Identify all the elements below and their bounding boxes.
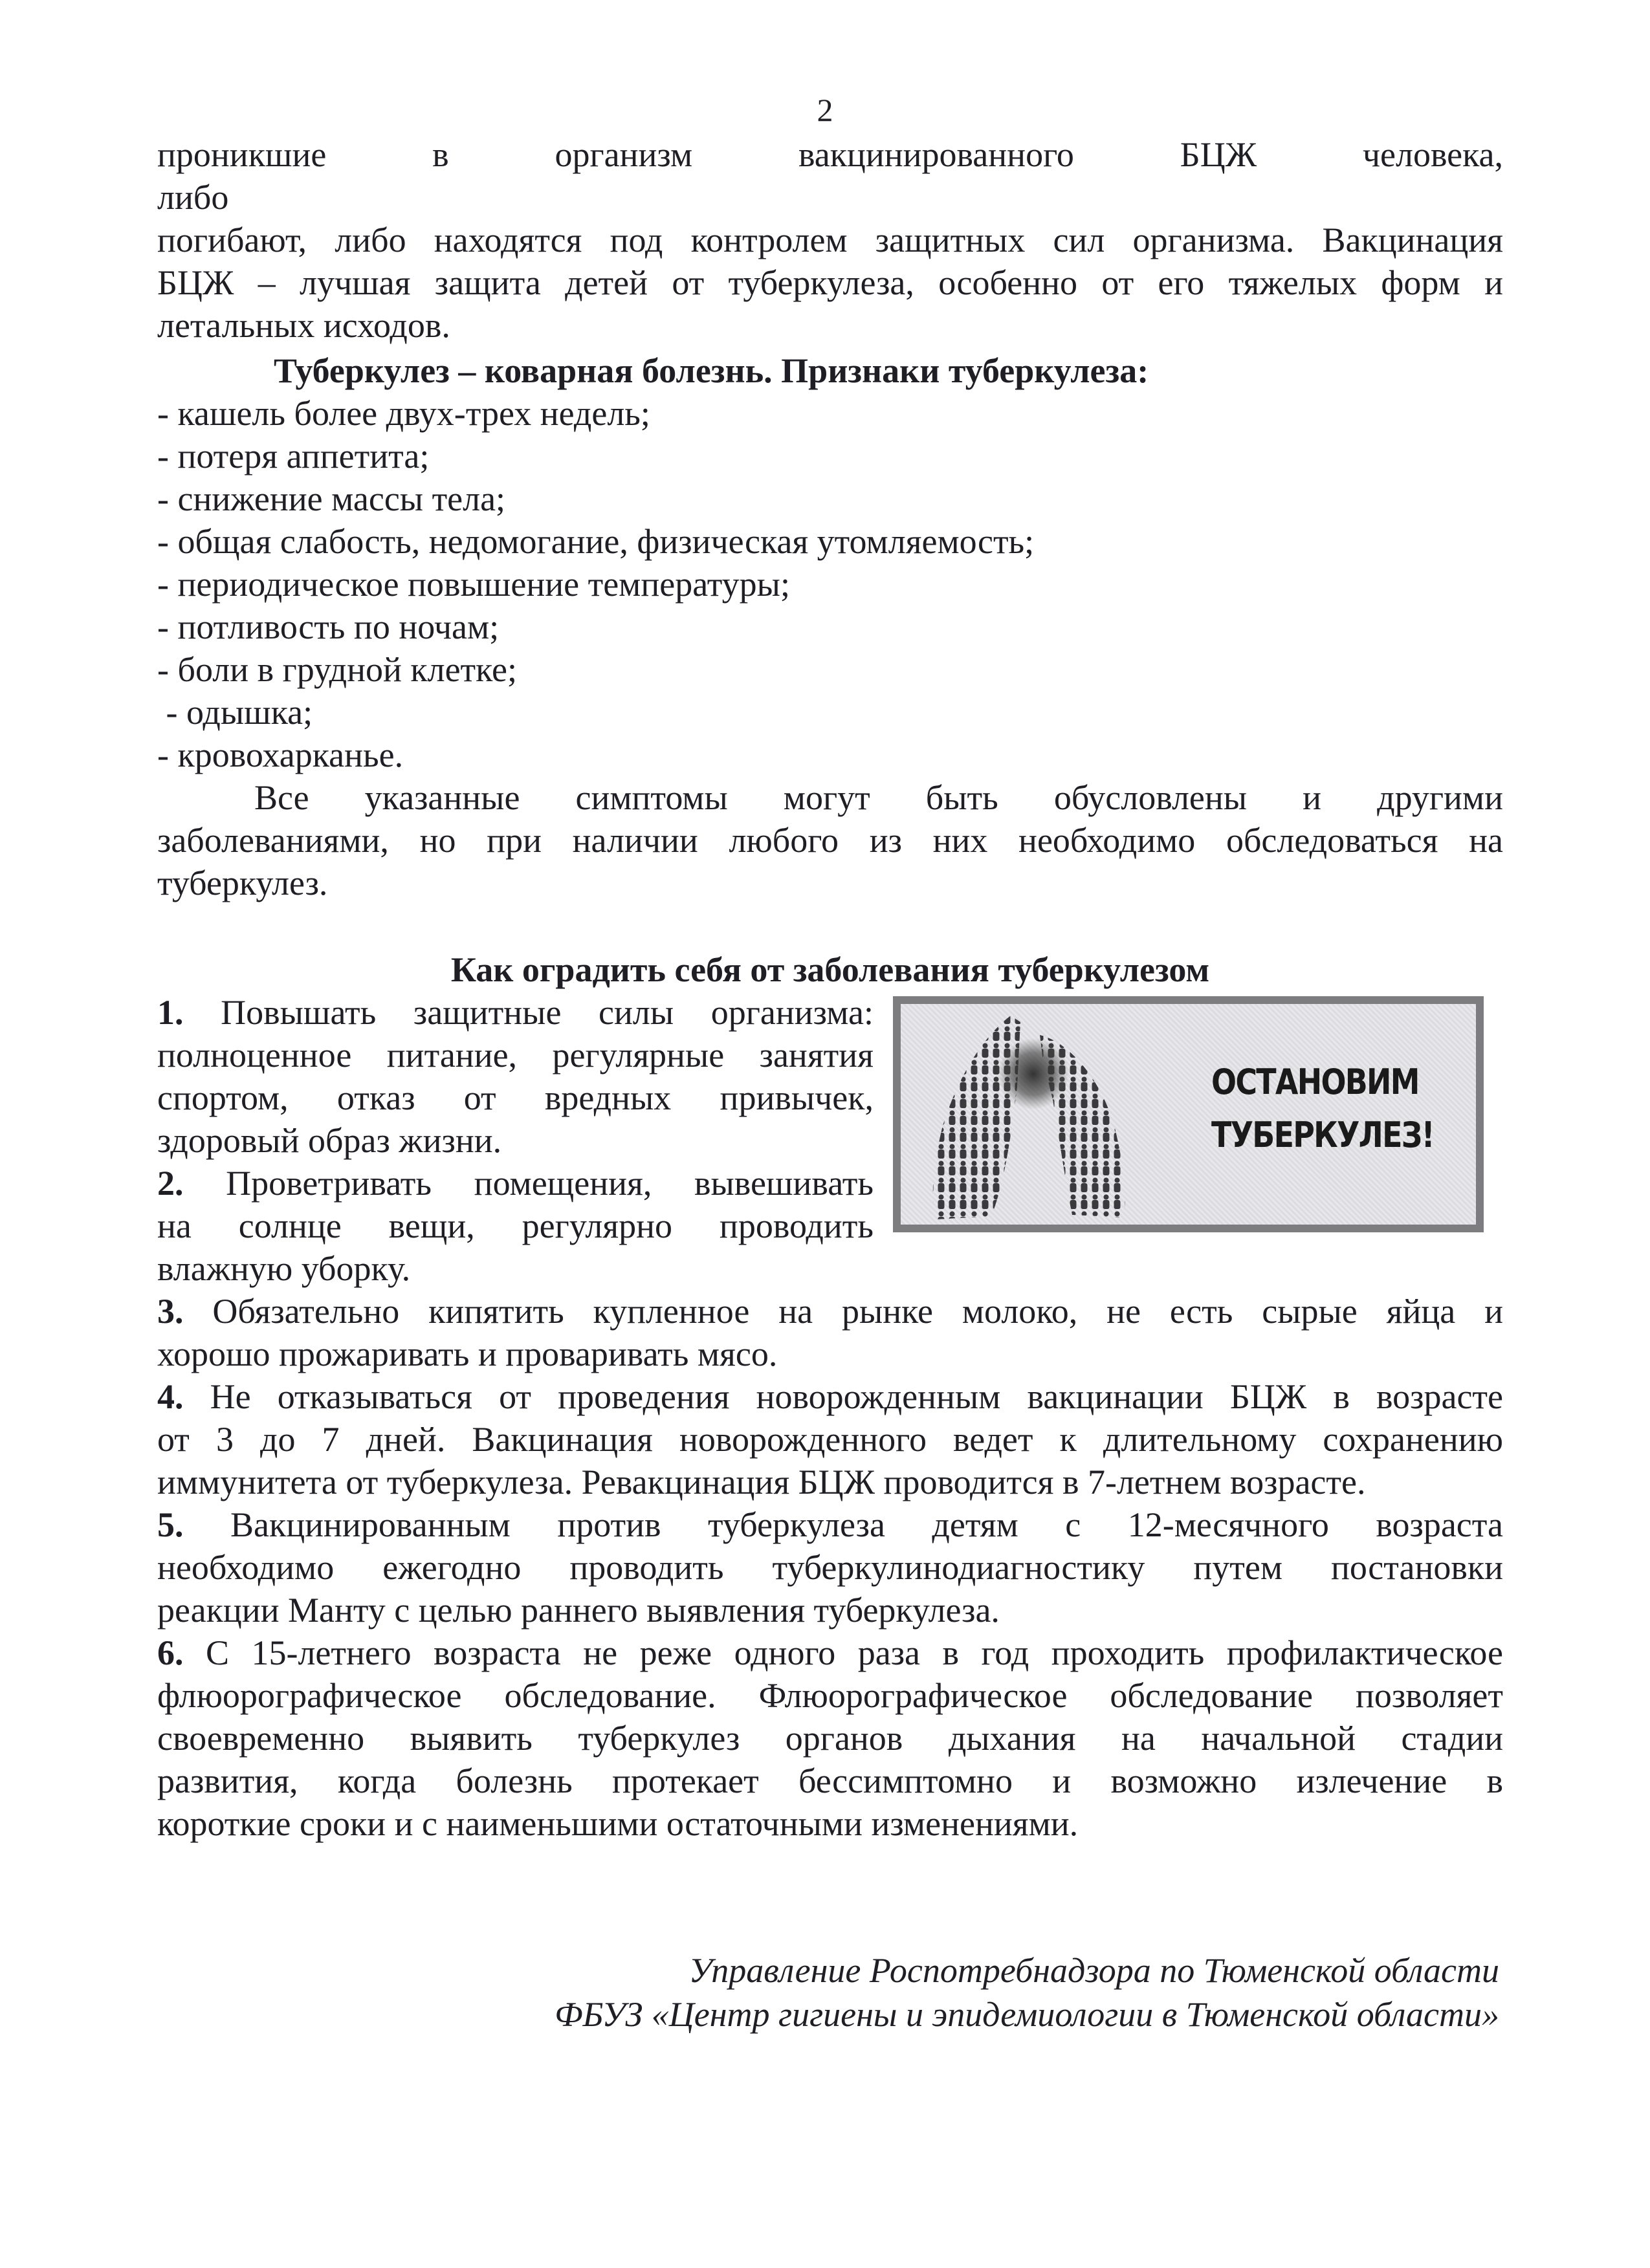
symptom-item: - боли в грудной клетке; — [157, 650, 518, 689]
item-text: на солнце вещи, регулярно проводить — [157, 1206, 874, 1245]
signature-block — [453, 1948, 1499, 2036]
item-number: 6. — [157, 1633, 184, 1672]
prevention-item-5 — [157, 1503, 1503, 1631]
signature-line: ФБУЗ «Центр гигиены и эпидемиологии в Тюменской области» — [555, 1995, 1499, 2034]
item-text: здоровый образ жизни. — [157, 1121, 502, 1160]
item-text: Обязательно кипятить купленное на рынке молоко, не есть сырые яйца и — [212, 1292, 1503, 1331]
signature-line: Управление Роспотребнадзора по Тюменской области — [688, 1951, 1499, 1990]
symptom-item: - кровохарканье. — [157, 736, 404, 774]
item-number: 5. — [157, 1505, 184, 1544]
document-body — [157, 133, 1503, 1845]
symptom-item: - кашель более двух-трех недель; — [157, 394, 650, 433]
prevention-item-2 — [157, 1162, 874, 1290]
item-text: своевременно выявить туберкулез органов дыхания на начальной стадии — [157, 1719, 1503, 1758]
item-text: от 3 до 7 дней. Вакцинация новорожденного ведет к длительному сохранению — [157, 1420, 1503, 1459]
item-text: влажную уборку. — [157, 1249, 411, 1288]
symptoms-note — [157, 776, 1503, 904]
item-text: развития, когда болезнь протекает бессимптомно и возможно излечение в — [157, 1761, 1503, 1800]
note-line: заболеваниями, но при наличии любого из них необходимо обследоваться на — [157, 821, 1503, 860]
item-number: 1. — [157, 993, 184, 1032]
poster-line: ОСТАНОВИМ — [1211, 1062, 1419, 1102]
intro-paragraph — [157, 133, 1503, 347]
prevention-item-1 — [157, 991, 874, 1162]
item-text: необходимо ежегодно проводить туберкулинодиагностику путем постановки — [157, 1548, 1503, 1587]
item-text: Вакцинированным против туберкулеза детям с 12-месячного возраста — [230, 1505, 1504, 1544]
item-text: Проветривать помещения, вывешивать — [226, 1164, 874, 1203]
prevention-item-3 — [157, 1290, 1503, 1375]
symptom-item: - одышка; — [157, 693, 313, 732]
page-number: 2 — [817, 92, 833, 128]
item-text: иммунитета от туберкулеза. Ревакцинация БЦЖ проводится в 7-летнем возрасте. — [157, 1463, 1366, 1501]
poster-slogan — [1211, 1056, 1434, 1162]
item-text: Не отказываться от проведения новорожденным вакцинации БЦЖ в возрасте — [210, 1377, 1503, 1416]
note-line: Все указанные симптомы могут быть обусловлены и другими — [254, 778, 1503, 817]
item-number: 3. — [157, 1292, 184, 1331]
prevention-heading: Как оградить себя от заболевания туберкулезом — [450, 950, 1210, 989]
symptoms-list — [157, 392, 1503, 776]
stop-tb-poster — [893, 996, 1484, 1232]
item-text: хорошо прожаривать и проваривать мясо. — [157, 1335, 778, 1373]
prevention-item-4 — [157, 1375, 1503, 1503]
prevention-list — [157, 991, 1503, 1845]
item-text: спортом, отказ от вредных привычек, — [157, 1078, 874, 1117]
item-text: реакции Манту с целью раннего выявления туберкулеза. — [157, 1591, 1000, 1630]
item-number: 2. — [157, 1164, 184, 1203]
symptom-item: - периодическое повышение температуры; — [157, 565, 790, 604]
symptom-item: - снижение массы тела; — [157, 479, 506, 518]
item-text: флюорографическое обследование. Флюорографическое обследование позволяет — [157, 1676, 1503, 1715]
lungs-of-people-icon — [914, 1009, 1192, 1223]
intro-line: погибают, либо находятся под контролем защитных сил организма. Вакцинация — [157, 221, 1503, 259]
intro-line: БЦЖ – лучшая защита детей от туберкулеза, особенно от его тяжелых форм и — [157, 263, 1503, 302]
intro-line: летальных исходов. — [157, 306, 450, 345]
intro-line: проникшие в организм вакцинированного БЦЖ человека, либо — [157, 135, 1503, 217]
item-text: короткие сроки и с наименьшими остаточными изменениями. — [157, 1804, 1079, 1843]
item-text: С 15-летнего возраста не реже одного раза в год проходить профилактическое — [206, 1633, 1504, 1672]
symptom-item: - потливость по ночам; — [157, 607, 500, 646]
item-number: 4. — [157, 1377, 184, 1416]
poster-line: ТУБЕРКУЛЕЗ! — [1211, 1115, 1434, 1155]
symptom-item: - общая слабость, недомогание, физическая утомляемость; — [157, 522, 1035, 561]
symptom-item: - потеря аппетита; — [157, 437, 430, 475]
prevention-item-6 — [157, 1631, 1503, 1845]
note-line: туберкулез. — [157, 864, 328, 902]
symptoms-heading: Туберкулез – коварная болезнь. Признаки туберкулеза: — [274, 351, 1149, 390]
item-text: Повышать защитные силы организма: — [221, 993, 874, 1032]
item-text: полноценное питание, регулярные занятия — [157, 1036, 874, 1074]
